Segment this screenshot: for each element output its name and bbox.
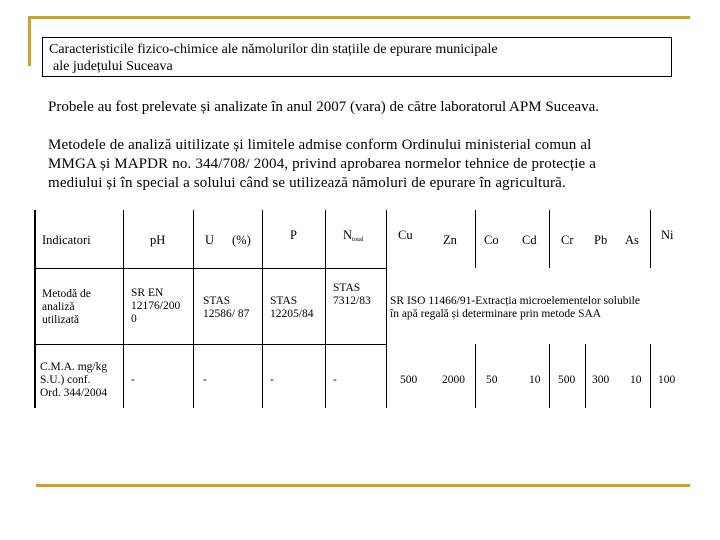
slide-title-box: [42, 37, 672, 77]
cma-cu: 500: [400, 374, 418, 386]
cma-label-line-2: S.U.) conf.: [40, 374, 91, 386]
cma-as: 10: [630, 374, 642, 386]
method-ph: [131, 287, 180, 326]
title-line-1: Caracteristicile fizico-chimice ale nămolurilor din stațiile de epurare municipale: [49, 42, 498, 57]
header-cr: Cr: [561, 233, 574, 247]
table-left-border: [34, 210, 36, 408]
method-p: [270, 295, 313, 321]
methods-line-3: mediului și în special a solului când se utilizează nămoluri de epurare în agricultură.: [48, 175, 566, 191]
column-divider: [549, 210, 550, 268]
column-divider: [262, 210, 263, 408]
methods-paragraph: [48, 136, 688, 193]
cma-n: -: [333, 374, 337, 386]
row-divider: [35, 344, 386, 345]
method-ph-line-1: SR EN: [131, 287, 164, 299]
left-decorative-rule: [28, 16, 31, 66]
method-metals-line-1: SR ISO 11466/91-Extracția microelementelor solubile: [390, 295, 640, 307]
method-metals-line-2: în apă regală și determinare prin metode SAA: [390, 308, 602, 320]
cma-u: -: [203, 374, 207, 386]
header-u: U: [205, 233, 215, 247]
method-row-label: [42, 288, 91, 327]
method-u-line-2: 12586/ 87: [203, 308, 250, 320]
method-n: [333, 282, 371, 308]
method-n-line-2: 7312/83: [333, 295, 371, 307]
title-line-2: ale județului Suceava: [53, 59, 173, 74]
header-n-symbol: N: [343, 228, 353, 242]
method-n-line-1: STAS: [333, 282, 361, 294]
header-p: P: [290, 228, 297, 242]
header-zn: Zn: [443, 233, 457, 247]
method-metals: [390, 295, 640, 321]
method-ph-line-3: 0: [131, 313, 137, 325]
top-decorative-rule: [28, 16, 690, 19]
header-n-subscript: total: [352, 236, 364, 243]
sampling-paragraph: Probele au fost prelevate și analizate în anul 2007 (vara) de către laboratorul APM Suceava.: [48, 99, 600, 115]
cma-p: -: [270, 374, 274, 386]
column-divider: [123, 210, 124, 408]
column-divider: [650, 344, 651, 408]
column-divider: [325, 210, 326, 408]
method-p-line-1: STAS: [270, 295, 298, 307]
header-cd: Cd: [522, 233, 537, 247]
cma-row-label: [40, 361, 107, 400]
method-u: [203, 295, 249, 321]
methods-line-1: Metodele de analiză uitilizate și limitele admise conform Ordinului ministerial comun al: [48, 137, 592, 153]
header-ph: pH: [150, 233, 166, 247]
method-label-line-3: utilizată: [42, 314, 80, 326]
header-ni: Ni: [661, 228, 674, 242]
header-pb: Pb: [594, 233, 608, 247]
column-divider: [585, 344, 586, 408]
header-indicatori: Indicatori: [42, 233, 91, 247]
cma-label-line-1: C.M.A. mg/kg: [40, 361, 108, 373]
header-cu: Cu: [398, 228, 413, 242]
cma-cd: 10: [529, 374, 541, 386]
cma-cr: 500: [558, 374, 576, 386]
cma-zn: 2000: [442, 374, 465, 386]
row-divider: [35, 268, 386, 269]
cma-ni: 100: [658, 374, 676, 386]
bottom-decorative-rule: [36, 484, 690, 487]
cma-co: 50: [486, 374, 498, 386]
column-divider: [650, 210, 651, 268]
method-p-line-2: 12205/84: [270, 308, 314, 320]
header-co: Co: [484, 233, 499, 247]
method-u-line-1: STAS: [203, 295, 231, 307]
method-label-line-2: analiză: [42, 301, 75, 313]
methods-line-2: MMGA și MAPDR no. 344/708/ 2004, privind aprobarea normelor tehnice de protecție a: [48, 156, 597, 172]
header-as: As: [625, 233, 639, 247]
column-divider: [386, 210, 387, 408]
cma-ph: -: [131, 374, 135, 386]
column-divider: [549, 344, 550, 408]
column-divider: [475, 344, 476, 408]
cma-label-line-3: Ord. 344/2004: [40, 387, 108, 399]
column-divider: [475, 210, 476, 268]
column-divider: [193, 210, 194, 408]
header-u-unit: (%): [232, 233, 251, 247]
cma-pb: 300: [592, 374, 610, 386]
method-ph-line-2: 12176/200: [131, 300, 181, 312]
header-n: [343, 229, 364, 246]
method-label-line-1: Metodă de: [42, 288, 91, 300]
